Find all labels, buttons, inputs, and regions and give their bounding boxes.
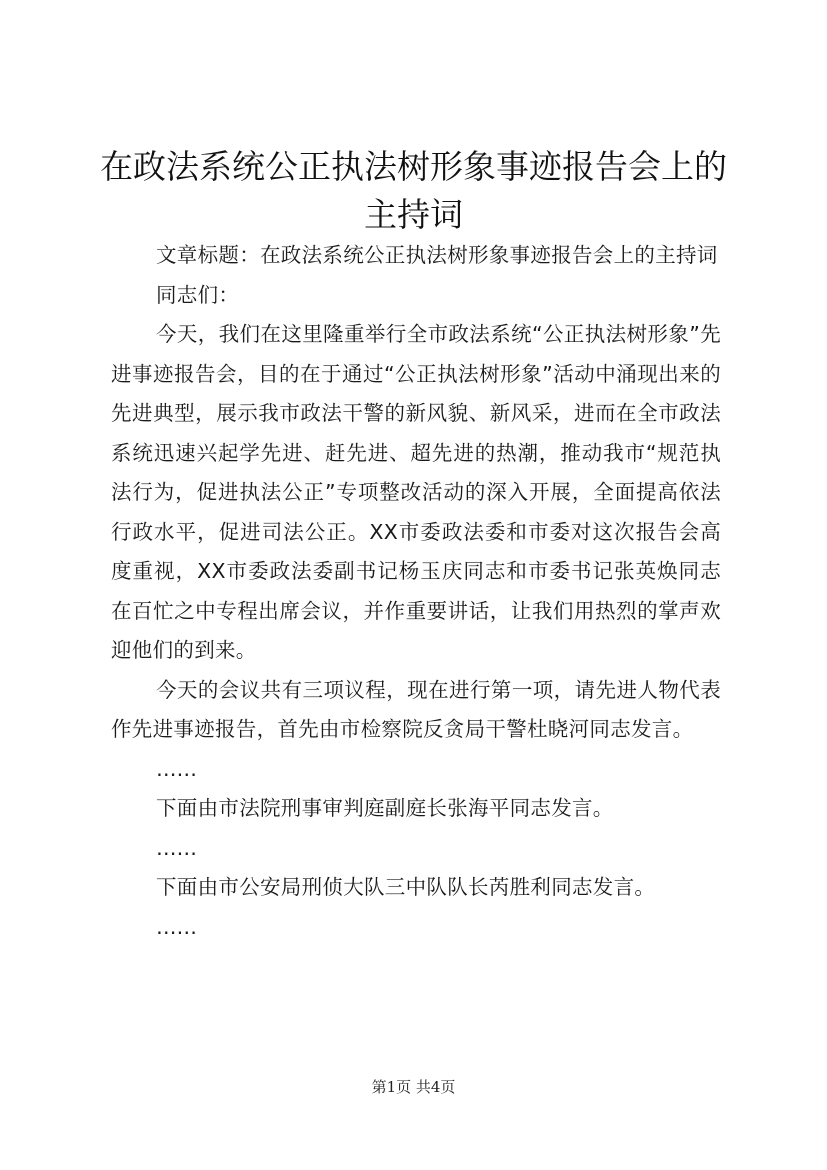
paragraph-article-heading: 文章标题：在政法系统公正执法树形象事迹报告会上的主持词	[156, 243, 718, 267]
paragraph-ellipsis-1: ……	[156, 756, 197, 781]
paragraph-agenda: 今天的会议共有三项议程，现在进行第一项，请先进人物代表作先进事迹报告，首先由市检察院反贪局干警杜晓河同志发言。	[111, 677, 721, 741]
page-number-footer: 第1页 共4页	[371, 1078, 456, 1096]
document-body	[111, 236, 721, 947]
document-title: 在政法系统公正执法树形象事迹报告会上的主持词	[100, 147, 727, 234]
paragraph-salutation: 同志们：	[156, 282, 240, 307]
paragraph-ellipsis-2: ……	[156, 835, 197, 860]
paragraph-opening: 今天，我们在这里隆重举行全市政法系统“公正执法树形象”先进事迹报告会，目的在于通过“公正执法树形象”活动中涌现出来的先进典型，展示我市政法干警的新风貌、新风采，进而在全市政法系统迅速兴起学先进、赶先进、超先进的热潮，推动我市“规范执法行为，促进执法公正”专项整改活动的深入开展，全面提高依法行政水平，促进司法公正。XX市委政法委和市委对这次报告会高度重视，XX市委政法委副书记杨玉庆同志和市委书记张英焕同志在百忙之中专程出席会议，并作重要讲话，让我们用热烈的掌声欢迎他们的到来。	[111, 322, 721, 662]
paragraph-speaker-2: 下面由市法院刑事审判庭副庭长张海平同志发言。	[156, 796, 614, 820]
paragraph-speaker-3: 下面由市公安局刑侦大队三中队队长芮胜利同志发言。	[156, 875, 656, 899]
paragraph-ellipsis-3: ……	[156, 914, 197, 939]
